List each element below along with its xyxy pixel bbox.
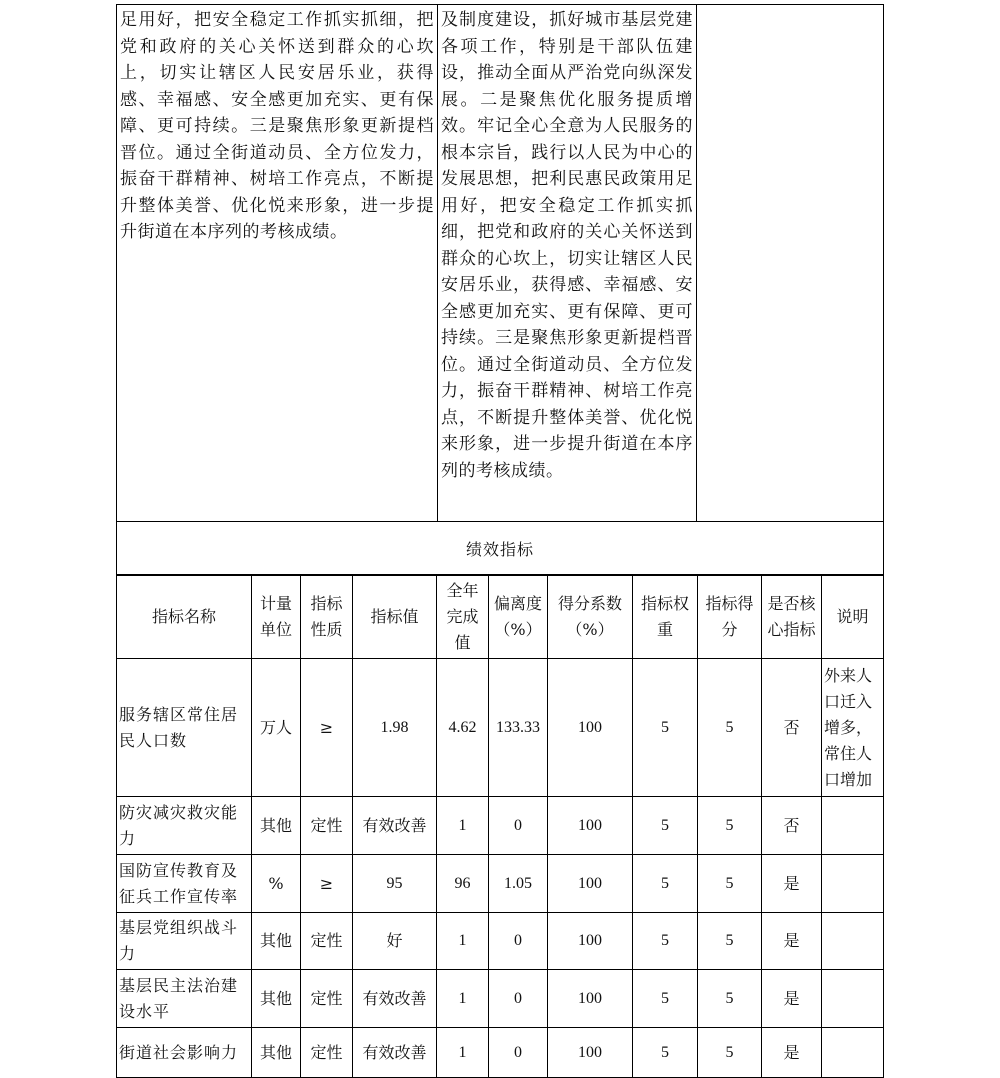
cell-core: 是 [762, 970, 822, 1028]
cell-score-coef: 100 [548, 797, 633, 855]
cell-score-coef: 100 [548, 659, 633, 797]
table-row [117, 797, 884, 855]
cell-nature: ≥ [301, 659, 353, 797]
table-row [117, 855, 884, 913]
cell-value: 95 [353, 855, 437, 913]
cell-value: 有效改善 [353, 970, 437, 1028]
section-title: 绩效指标 [117, 522, 884, 575]
cell-name: 防灾减灾救灾能力 [117, 797, 252, 855]
cell-score: 5 [698, 913, 762, 970]
cell-core: 是 [762, 913, 822, 970]
table-row [117, 970, 884, 1028]
cell-unit: 其他 [252, 1028, 301, 1078]
cell-note [822, 970, 884, 1028]
cell-value: 1.98 [353, 659, 437, 797]
cell-deviation: 0 [489, 970, 548, 1028]
cell-value: 好 [353, 913, 437, 970]
header-nature: 指标性质 [301, 576, 353, 659]
cell-weight: 5 [633, 970, 698, 1028]
cell-score-coef: 100 [548, 913, 633, 970]
cell-deviation: 0 [489, 797, 548, 855]
table-row [117, 913, 884, 970]
cell-unit: % [252, 855, 301, 913]
cell-core: 是 [762, 1028, 822, 1078]
cell-nature: 定性 [301, 1028, 353, 1078]
cell-deviation: 0 [489, 1028, 548, 1078]
header-deviation: 偏离度（%） [489, 576, 548, 659]
cell-actual: 4.62 [437, 659, 489, 797]
table-row [117, 1028, 884, 1078]
table-row [117, 659, 884, 797]
section-row [117, 522, 884, 575]
header-score: 指标得分 [698, 576, 762, 659]
cell-actual: 96 [437, 855, 489, 913]
cell-weight: 5 [633, 855, 698, 913]
cell-note: 外来人口迁入增多，常住人口增加 [822, 659, 884, 797]
cell-unit: 万人 [252, 659, 301, 797]
narrative-row [117, 5, 884, 522]
cell-score: 5 [698, 970, 762, 1028]
header-actual: 全年完成值 [437, 576, 489, 659]
narrative-text-3 [697, 5, 883, 7]
cell-note [822, 855, 884, 913]
cell-nature: 定性 [301, 797, 353, 855]
narrative-cell-2 [438, 5, 697, 522]
cell-name: 服务辖区常住居民人口数 [117, 659, 252, 797]
narrative-text-1: 足用好，把安全稳定工作抓实抓细，把党和政府的关心关怀送到群众的心坎上，切实让辖区人民安居乐业，获得感、幸福感、安全感更加充实、更有保障、更可持续。三是聚焦形象更新提档晋位。通过全街道动员、全方位发力，振奋干群精神、树培工作亮点，不断提升整体美誉、优化悦来形象，进一步提升街道在本序列的考核成绩。 [120, 10, 434, 242]
narrative-cell-1 [117, 5, 438, 522]
cell-score-coef: 100 [548, 970, 633, 1028]
cell-deviation: 133.33 [489, 659, 548, 797]
header-score-coef: 得分系数（%） [548, 576, 633, 659]
cell-actual: 1 [437, 1028, 489, 1078]
header-row [117, 576, 884, 659]
narrative-cell-3 [697, 5, 884, 522]
cell-value: 有效改善 [353, 797, 437, 855]
cell-deviation: 1.05 [489, 855, 548, 913]
cell-unit: 其他 [252, 970, 301, 1028]
cell-score: 5 [698, 797, 762, 855]
cell-name: 基层民主法治建设水平 [117, 970, 252, 1028]
cell-note [822, 913, 884, 970]
cell-name: 街道社会影响力 [117, 1028, 252, 1078]
cell-actual: 1 [437, 970, 489, 1028]
cell-name: 基层党组织战斗力 [117, 913, 252, 970]
cell-actual: 1 [437, 797, 489, 855]
cell-note [822, 797, 884, 855]
cell-unit: 其他 [252, 913, 301, 970]
cell-note [822, 1028, 884, 1078]
header-weight: 指标权重 [633, 576, 698, 659]
header-name: 指标名称 [117, 576, 252, 659]
cell-score: 5 [698, 855, 762, 913]
cell-core: 否 [762, 797, 822, 855]
cell-weight: 5 [633, 659, 698, 797]
cell-weight: 5 [633, 1028, 698, 1078]
header-unit: 计量单位 [252, 576, 301, 659]
cell-nature: ≥ [301, 855, 353, 913]
narrative-table [116, 4, 884, 575]
cell-score: 5 [698, 1028, 762, 1078]
header-value: 指标值 [353, 576, 437, 659]
narrative-text-2: 及制度建设，抓好城市基层党建各项工作，特别是干部队伍建设，推动全面从严治党向纵深发展。二是聚焦优化服务提质增效。牢记全心全意为人民服务的根本宗旨，践行以人民为中心的发展思想，把利民惠民政策用足用好，把安全稳定工作抓实抓细，把党和政府的关心关怀送到群众的心坎上，切实让辖区人民安居乐业，获得感、幸福感、安全感更加充实、更有保障、更可持续。三是聚焦形象更新提档晋位。通过全街道动员、全方位发力，振奋干群精神、树培工作亮点，不断提升整体美誉、优化悦来形象，进一步提升街道在本序列的考核成绩。 [441, 10, 693, 481]
cell-weight: 5 [633, 797, 698, 855]
header-core: 是否核心指标 [762, 576, 822, 659]
cell-score-coef: 100 [548, 1028, 633, 1078]
cell-actual: 1 [437, 913, 489, 970]
cell-nature: 定性 [301, 913, 353, 970]
cell-core: 否 [762, 659, 822, 797]
cell-core: 是 [762, 855, 822, 913]
cell-score: 5 [698, 659, 762, 797]
cell-deviation: 0 [489, 913, 548, 970]
cell-weight: 5 [633, 913, 698, 970]
header-note: 说明 [822, 576, 884, 659]
metrics-table [116, 575, 884, 1078]
cell-score-coef: 100 [548, 855, 633, 913]
cell-nature: 定性 [301, 970, 353, 1028]
cell-value: 有效改善 [353, 1028, 437, 1078]
cell-unit: 其他 [252, 797, 301, 855]
cell-name: 国防宣传教育及征兵工作宣传率 [117, 855, 252, 913]
